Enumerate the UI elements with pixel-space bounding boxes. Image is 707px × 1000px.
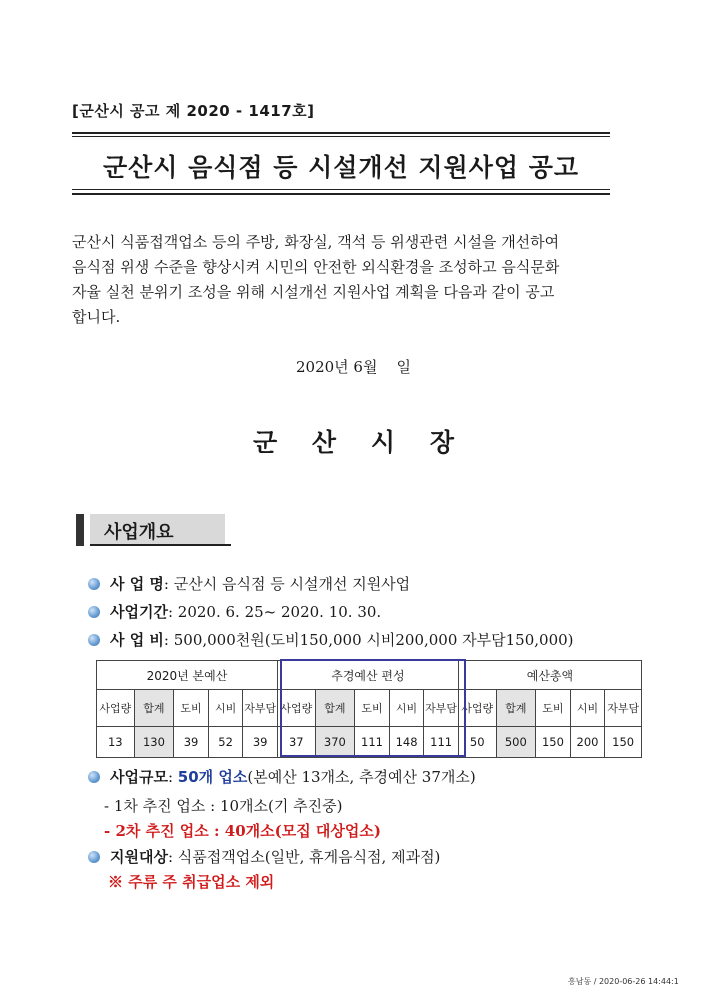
table-cell: 111 — [355, 727, 390, 758]
column-header: 사업량 — [277, 690, 315, 727]
column-header: 도비 — [536, 690, 571, 727]
notice-date: 2020년 6월 일 — [296, 358, 412, 376]
table-cell: 50 — [458, 727, 496, 758]
table-value-row — [97, 727, 642, 758]
column-header: 합계 — [496, 690, 536, 727]
title-top-rule-thin — [72, 136, 610, 137]
group-header-supplementary-budget: 추경예산 편성 — [277, 661, 458, 690]
blue-circle-bullet-icon — [88, 606, 100, 618]
table-cell: 39 — [243, 727, 278, 758]
column-header: 자부담 — [243, 690, 278, 727]
budget-table — [96, 660, 642, 758]
column-header: 합계 — [315, 690, 355, 727]
group-header-total-budget: 예산총액 — [458, 661, 641, 690]
support-target-label: 지원대상 — [110, 848, 168, 866]
project-name-item — [88, 573, 410, 594]
table-cell: 130 — [134, 727, 174, 758]
table-cell: 200 — [570, 727, 605, 758]
column-header: 자부담 — [605, 690, 642, 727]
project-cost-item — [88, 629, 574, 650]
title-bottom-rule — [72, 193, 610, 195]
column-header: 합계 — [134, 690, 174, 727]
project-name-value: : 군산시 음식점 등 시설개선 지원사업 — [163, 575, 411, 593]
blue-circle-bullet-icon — [88, 771, 100, 783]
table-cell: 500 — [496, 727, 536, 758]
project-cost-value: : 500,000천원(도비150,000 시비200,000 자부담150,000) — [163, 631, 574, 649]
blue-circle-bullet-icon — [88, 851, 100, 863]
document-title: 군산시 음식점 등 시설개선 지원사업 공고 — [102, 153, 580, 182]
section-marker-bar — [76, 514, 84, 546]
title-top-rule — [72, 132, 610, 134]
column-header: 사업량 — [458, 690, 496, 727]
project-cost-label: 사 업 비 — [110, 631, 164, 649]
intro-line: 음식점 위생 수준을 향상시켜 시민의 안전한 외식환경을 조성하고 음식문화 — [72, 258, 560, 276]
project-scale-highlight: 50개 업소 — [177, 768, 248, 786]
table-cell: 111 — [424, 727, 459, 758]
table-cell: 52 — [208, 727, 243, 758]
table-group-header-row — [97, 661, 642, 690]
table-cell: 148 — [389, 727, 424, 758]
column-header: 자부담 — [424, 690, 459, 727]
column-header: 사업량 — [97, 690, 135, 727]
intro-line: 합니다. — [72, 308, 121, 326]
project-scale-colon: : — [167, 767, 178, 786]
project-scale-label: 사업규모 — [110, 768, 168, 786]
title-bottom-rule-thin — [72, 189, 610, 190]
support-target-item — [88, 846, 440, 867]
table-cell: 150 — [536, 727, 571, 758]
notice-number: [군산시 공고 제 2020 - 1417호] — [72, 102, 315, 120]
table-column-header-row — [97, 690, 642, 727]
section-title: 사업개요 — [104, 522, 174, 543]
project-period-label: 사업기간 — [110, 603, 168, 621]
column-header: 시비 — [208, 690, 243, 727]
second-round-line: - 2차 추진 업소 : 40개소(모집 대상업소) — [104, 822, 381, 840]
project-period-value: : 2020. 6. 25~ 2020. 10. 30. — [167, 602, 382, 621]
issuer-name: 군 산 시 장 — [252, 428, 455, 457]
table-cell: 39 — [174, 727, 209, 758]
intro-line: 군산시 식품접객업소 등의 주방, 화장실, 객석 등 위생관련 시설을 개선하여 — [72, 233, 560, 251]
project-scale-detail: (본예산 13개소, 추경예산 37개소) — [247, 768, 476, 786]
table-cell: 13 — [97, 727, 135, 758]
print-stamp: 흥남동 / 2020-06-26 14:44:1 — [568, 977, 679, 986]
column-header: 시비 — [570, 690, 605, 727]
project-name-label: 사 업 명 — [110, 575, 164, 593]
column-header: 시비 — [389, 690, 424, 727]
column-header: 도비 — [355, 690, 390, 727]
table-cell: 37 — [277, 727, 315, 758]
column-header: 도비 — [174, 690, 209, 727]
group-header-main-budget: 2020년 본예산 — [97, 661, 278, 690]
section-title-underline — [90, 544, 231, 546]
table-cell: 150 — [605, 727, 642, 758]
intro-paragraph — [72, 230, 632, 330]
table-cell: 370 — [315, 727, 355, 758]
project-scale-item — [88, 766, 476, 787]
exclusion-note: ※ 주류 주 취급업소 제외 — [108, 873, 275, 891]
blue-circle-bullet-icon — [88, 634, 100, 646]
blue-circle-bullet-icon — [88, 578, 100, 590]
intro-line: 자율 실천 분위기 조성을 위해 시설개선 지원사업 계획을 다음과 같이 공고 — [72, 283, 555, 301]
project-period-item — [88, 601, 381, 622]
support-target-value: : 식품접객업소(일반, 휴게음식점, 제과점) — [167, 848, 441, 866]
first-round-line: - 1차 추진 업소 : 10개소(기 추진중) — [104, 797, 343, 815]
